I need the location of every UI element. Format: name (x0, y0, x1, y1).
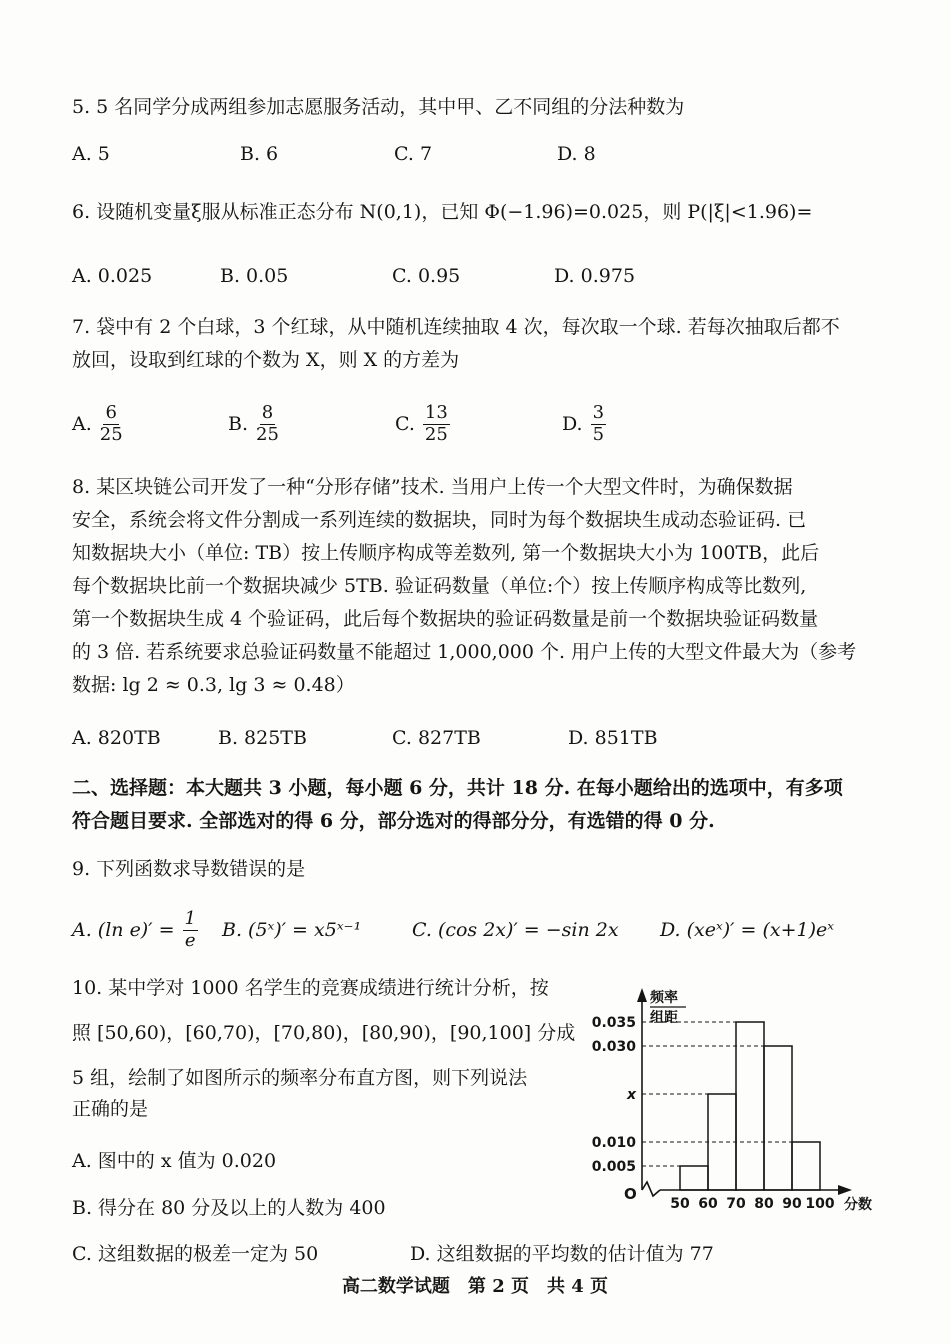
x-tick-label-60: 60 (698, 1196, 718, 1212)
q7-option-a-numerator: 6 (105, 401, 117, 423)
q7-option-c-numerator: 13 (424, 401, 448, 423)
q7-option-d (562, 394, 606, 454)
q7-option-b-numerator: 8 (261, 401, 274, 423)
q5-option-b: B. 6 (240, 143, 279, 165)
x-tick-label-90: 90 (782, 1196, 802, 1212)
q8-option-d: D. 851TB (568, 727, 658, 749)
q9-options (72, 900, 892, 960)
y-label-bottom: 组距 (650, 1010, 678, 1026)
q5-options (72, 126, 892, 182)
y-tick-label-4: 0.010 (591, 1135, 636, 1151)
q10-line-1: 10. 某中学对 1000 名学生的竞赛成绩进行统计分析，按 (72, 977, 549, 999)
q10-line-3: 5 组，绘制了如图所示的频率分布直方图，则下列说法 (72, 1067, 528, 1089)
x-tick-label-70: 70 (726, 1196, 746, 1212)
q5-option-c: C. 7 (394, 143, 433, 165)
q7-option-b-fraction (256, 401, 279, 445)
q5-stem: 5. 5 名同学分成两组参加志愿服务活动，其中甲、乙不同组的分法种数为 (72, 96, 685, 118)
q7-option-a-fraction (99, 401, 123, 445)
y-axis-arrow (637, 988, 647, 1002)
q9-option-a-numerator: 1 (184, 907, 196, 929)
q7-option-a (72, 394, 123, 454)
q6-option-d: D. 0.975 (554, 265, 636, 287)
q7-stem-line2: 放回，设取到红球的个数为 X，则 X 的方差为 (72, 349, 460, 371)
q6-option-c: C. 0.95 (392, 265, 461, 287)
q8-line-3: 知数据块大小（单位: TB）按上传顺序构成等差数列, 第一个数据块大小为 100TB，此后 (72, 542, 820, 564)
q9-option-b: B. (5ˣ)′ = x5ˣ⁻¹ (222, 919, 362, 941)
frequency-histogram (590, 982, 890, 1222)
histogram-bars (680, 1022, 820, 1190)
q7-option-d-numerator: 3 (592, 401, 605, 423)
q8-line-5: 第一个数据块生成 4 个验证码，此后每个数据块的验证码数量是前一个数据块验证码数量 (72, 608, 819, 630)
x-tick-label-100: 100 (805, 1196, 835, 1212)
histogram-y-ticks (592, 1015, 637, 1175)
q10-line-4: 正确的是 (72, 1098, 149, 1120)
q10-option-d: D. 这组数据的平均数的估计值为 77 (410, 1243, 714, 1265)
axis-break (642, 1182, 660, 1196)
q7-option-a-denominator: 25 (99, 423, 123, 445)
x-axis-arrow (838, 1185, 852, 1195)
q8-line-7: 数据: lg 2 ≈ 0.3, lg 3 ≈ 0.48） (72, 674, 355, 696)
q8-line-4: 每个数据块比前一个数据块减少 5TB. 验证码数量（单位:个）按上传顺序构成等比数列, (72, 575, 807, 597)
q7-option-c-fraction (423, 401, 450, 445)
q7-option-c-label: C. (395, 413, 415, 435)
q7-option-b (228, 394, 279, 454)
histogram-bar-1 (680, 1166, 708, 1190)
q10-option-a: A. 图中的 x 值为 0.020 (72, 1150, 277, 1172)
q5-option-a: A. 5 (72, 143, 110, 165)
q8-options (72, 712, 892, 764)
y-label-top: 频率 (650, 990, 678, 1006)
q6-option-b: B. 0.05 (220, 265, 289, 287)
q9-option-a-text: A. (ln e)′ = (72, 919, 175, 941)
q7-option-d-denominator: 5 (592, 423, 605, 445)
y-tick-label-5: 0.005 (591, 1159, 636, 1175)
q10-option-b: B. 得分在 80 分及以上的人数为 400 (72, 1197, 386, 1219)
q7-option-b-denominator: 25 (256, 423, 279, 445)
x-axis-label: 分数 (844, 1197, 872, 1213)
q10-line-2: 照 [50,60)，[60,70)，[70,80)，[80,90)，[90,100] 分成 (72, 1022, 576, 1044)
section2-line1: 二、选择题：本大题共 3 小题，每小题 6 分，共计 18 分. 在每小题给出的选项中，有多项 (72, 777, 843, 799)
q9-option-c: C. (cos 2x)′ = −sin 2x (412, 919, 619, 941)
q9-stem: 9. 下列函数求导数错误的是 (72, 858, 306, 880)
q9-option-a-fraction (183, 907, 198, 951)
q7-option-d-fraction (591, 401, 606, 445)
origin-label: O (624, 1185, 637, 1203)
q6-option-a: A. 0.025 (72, 265, 153, 287)
q8-line-6: 的 3 倍. 若系统要求总验证码数量不能超过 1,000,000 个. 用户上传的大型文件最大为（参考 (72, 641, 857, 663)
histogram-bar-3 (736, 1022, 764, 1190)
q8-line-1: 8. 某区块链公司开发了一种“分形存储”技术. 当用户上传一个大型文件时，为确保数据 (72, 476, 793, 498)
q8-line-2: 安全，系统会将文件分割成一系列连续的数据块，同时为每个数据块生成动态验证码. 已 (72, 509, 807, 531)
x-tick-label-50: 50 (670, 1196, 690, 1212)
q7-option-a-label: A. (72, 413, 92, 435)
q7-option-d-label: D. (562, 413, 583, 435)
q8-option-a: A. 820TB (72, 727, 161, 749)
q9-option-d: D. (xeˣ)′ = (x+1)eˣ (660, 919, 835, 941)
histogram-bar-4 (764, 1046, 792, 1190)
q7-options (72, 394, 892, 454)
q9-option-a (72, 900, 198, 960)
histogram-x-ticks (670, 1196, 835, 1212)
histogram-bar-5 (792, 1142, 820, 1190)
y-tick-label-3: x (626, 1087, 636, 1103)
q5-option-d: D. 8 (557, 143, 596, 165)
q7-option-c (395, 394, 450, 454)
q9-option-a-denominator: e (184, 929, 196, 951)
q8-option-b: B. 825TB (218, 727, 307, 749)
section2-line2: 符合题目要求. 全部选对的得 6 分，部分选对的得部分分，有选错的得 0 分. (72, 810, 715, 832)
page-footer: 高二数学试题 第 2 页 共 4 页 (341, 1276, 609, 1297)
x-tick-label-80: 80 (754, 1196, 774, 1212)
q7-option-b-label: B. (228, 413, 249, 435)
q8-option-c: C. 827TB (392, 727, 481, 749)
q6-stem: 6. 设随机变量ξ服从标准正态分布 N(0,1)，已知 Φ(−1.96)=0.025，则 P(|ξ|<1.96)= (72, 201, 813, 223)
q7-option-c-denominator: 25 (424, 423, 448, 445)
q10-option-c: C. 这组数据的极差一定为 50 (72, 1243, 319, 1265)
q7-stem-line1: 7. 袋中有 2 个白球，3 个红球，从中随机连续抽取 4 次，每次取一个球. 若每次抽取后都不 (72, 316, 840, 338)
q6-options (72, 248, 892, 304)
y-tick-label-2: 0.030 (591, 1039, 636, 1055)
y-tick-label-1: 0.035 (591, 1015, 636, 1031)
